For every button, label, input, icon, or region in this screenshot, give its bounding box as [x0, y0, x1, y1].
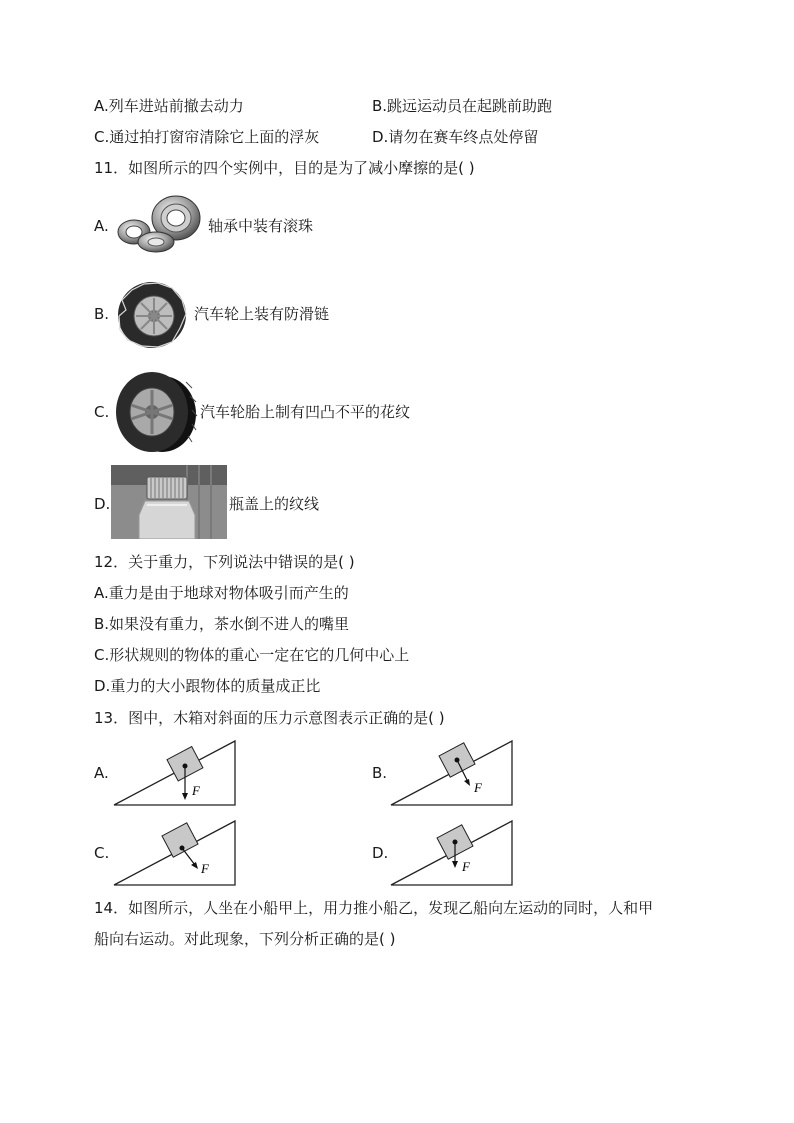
incline-diagram-b — [389, 738, 515, 808]
q12-option-a: A.重力是由于地球对物体吸引而产生的 — [94, 584, 349, 602]
q10-option-a: A.列车进站前撤去动力 — [94, 97, 244, 115]
incline-diagram-a — [112, 738, 238, 808]
q11-option-c-letter: C. — [94, 403, 110, 421]
q11-option-d-text: 瓶盖上的纹线 — [229, 495, 320, 513]
q12-option-b: B.如果没有重力，茶水倒不进人的嘴里 — [94, 615, 350, 633]
q10-option-b: B.跳远运动员在起跳前助跑 — [372, 97, 553, 115]
incline-diagram-c — [112, 818, 238, 888]
q13-option-d-letter: D. — [372, 844, 389, 862]
ball-bearing-image — [112, 192, 204, 256]
q11-option-a-text: 轴承中装有滚珠 — [208, 217, 314, 235]
q13-option-c-letter: C. — [94, 844, 110, 862]
q11-option-d-letter: D. — [94, 495, 111, 513]
q11-option-b-text: 汽车轮上装有防滑链 — [194, 305, 330, 323]
q11-option-c-text: 汽车轮胎上制有凹凸不平的花纹 — [200, 403, 411, 421]
q13-option-b-letter: B. — [372, 764, 388, 782]
tire-tread-image — [112, 370, 198, 454]
q11-option-b-letter: B. — [94, 305, 110, 323]
q12-option-c: C.形状规则的物体的重心一定在它的几何中心上 — [94, 646, 410, 664]
q13-option-a-letter: A. — [94, 764, 109, 782]
incline-diagram-d — [389, 818, 515, 888]
bottle-cap-image — [111, 465, 227, 539]
q14-stem-line1: 14．如图所示，人坐在小船甲上，用力推小船乙，发现乙船向左运动的同时，人和甲 — [94, 899, 654, 917]
q11-stem: 11．如图所示的四个实例中，目的是为了减小摩擦的是( ) — [94, 159, 475, 177]
force-label-c: F — [201, 861, 209, 876]
force-label-d: F — [462, 859, 470, 874]
q14-stem-line2: 船向右运动。对此现象，下列分析正确的是( ) — [94, 930, 396, 948]
force-label-a: F — [192, 783, 200, 798]
force-label-b: F — [474, 780, 482, 795]
q12-stem: 12．关于重力，下列说法中错误的是( ) — [94, 553, 355, 571]
q12-option-d: D.重力的大小跟物体的质量成正比 — [94, 677, 321, 695]
q11-option-a-letter: A. — [94, 217, 109, 235]
q10-option-c: C.通过拍打窗帘清除它上面的浮灰 — [94, 128, 320, 146]
snow-chain-tire-image — [114, 280, 188, 350]
q10-option-d: D.请勿在赛车终点处停留 — [372, 128, 539, 146]
q13-stem: 13．图中，木箱对斜面的压力示意图表示正确的是( ) — [94, 709, 445, 727]
